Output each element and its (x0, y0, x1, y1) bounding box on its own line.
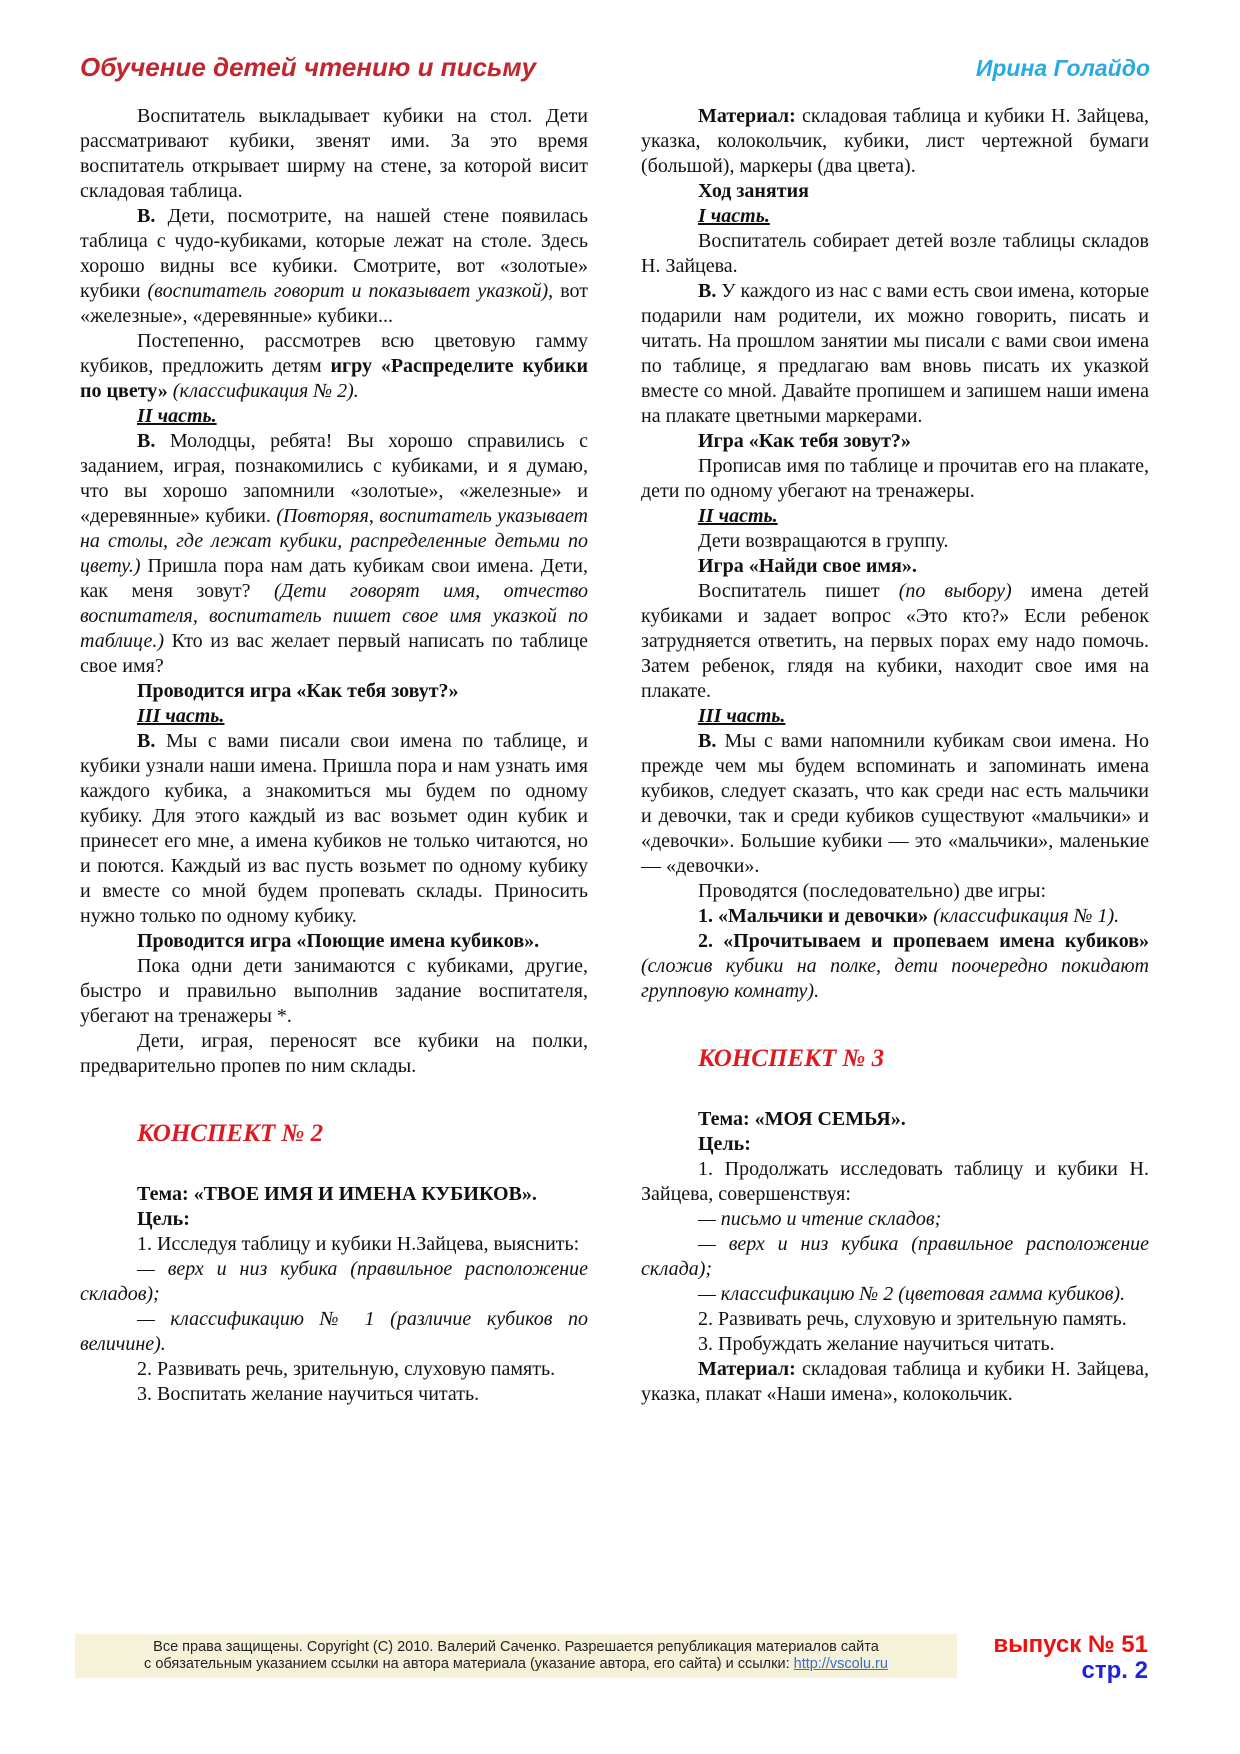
paragraph: Пока одни дети занимаются с кубиками, другие, быстро и правильно выполнив задание воспитателя, убегают на тренажеры *. (80, 955, 588, 1027)
paragraph: — классификацию № 1 (различие кубиков по величине). (80, 1308, 588, 1355)
paragraph: 1. Исследуя таблицу и кубики Н.Зайцева, выяснить: (137, 1233, 580, 1255)
left-column (80, 104, 588, 1407)
chapter-heading: КОНСПЕКТ № 3 (698, 1045, 885, 1072)
paragraph: 2. Развивать речь, слуховую и зрительную память. (698, 1308, 1127, 1330)
two-column-layout (80, 104, 1150, 1407)
page-footer (0, 1632, 1240, 1702)
paragraph: Воспитатель пишет (по выбору) имена детей кубиками и задает вопрос «Это кто?» Если ребенок затрудняется ответить, на первых порах ему надо помочь. Затем ребенок, глядя на кубики, находит свое имя на плакате. (641, 580, 1149, 702)
right-column (641, 104, 1149, 1407)
paragraph: Игра «Как тебя зовут?» (698, 430, 911, 452)
page-header (80, 52, 1150, 88)
paragraph: — письмо и чтение складов; (698, 1208, 942, 1230)
paragraph: Цель: (137, 1208, 190, 1230)
paragraph: Ход занятия (698, 180, 809, 202)
paragraph: Воспитатель собирает детей возле таблицы складов Н. Зайцева. (641, 230, 1149, 277)
paragraph: Воспитатель выкладывает кубики на стол. Дети рассматривают кубики, звенят ими. За это время воспитатель открывает ширму на стене, за которой висит складовая таблица. (80, 105, 588, 202)
part-heading: I часть. (698, 205, 770, 227)
paragraph: — верх и низ кубика (правильное расположение складов); (80, 1258, 588, 1305)
copyright-band (75, 1634, 957, 1678)
author-name: Ирина Голайдо (975, 55, 1150, 81)
paragraph: В. Молодцы, ребята! Вы хорошо справились с заданием, играя, познакомились с кубиками, и я думаю, что вы хорошо запомнили «золотые», «железные» и «деревянные» кубики. (Повторяя, воспитатель указывает на столы, где лежат кубики, распределенные детьми по цвету.) Пришла пора нам дать кубикам свои имена. Дети, как меня зовут? (Дети говорят имя, отчество воспитателя, воспитатель пишет свое имя указкой по таблице.) Кто из вас желает первый написать по таблице свое имя? (80, 430, 588, 677)
copyright-line-1: Все права защищены. Copyright (C) 2010. Валерий Саченко. Разрешается републикация материалов сайта (153, 1639, 879, 1655)
paragraph: 2. Развивать речь, зрительную, слуховую память. (137, 1358, 556, 1380)
paragraph: Дети, играя, переносят все кубики на полки, предварительно пропев по ним склады. (80, 1030, 588, 1077)
part-heading: III часть. (137, 705, 225, 727)
copyright-line-2 (75, 1656, 957, 1673)
page-number: стр. 2 (1081, 1657, 1148, 1684)
copyright-line-2-text: с обязательным указанием ссылки на автора материала (указание автора, его сайта) и ссылки: (144, 1656, 794, 1672)
paragraph: 2. «Прочитываем и пропеваем имена кубиков» (сложив кубики на полке, дети поочередно покидают групповую комнату). (641, 930, 1149, 1002)
paragraph: Дети возвращаются в группу. (698, 530, 949, 552)
paragraph: Тема: «ТВОЕ ИМЯ И ИМЕНА КУБИКОВ». (137, 1183, 537, 1205)
site-link[interactable]: http://vscolu.ru (793, 1656, 888, 1672)
chapter-heading: КОНСПЕКТ № 2 (137, 1120, 324, 1147)
paragraph: 3. Пробуждать желание научиться читать. (698, 1333, 1055, 1355)
paragraph: Материал: складовая таблица и кубики Н. Зайцева, указка, плакат «Наши имена», колокольчик. (641, 1358, 1149, 1405)
part-heading: III часть. (698, 705, 786, 727)
part-heading: II часть. (137, 405, 217, 427)
paragraph: Цель: (698, 1133, 751, 1155)
paragraph: В. Мы с вами писали свои имена по таблице, и кубики узнали наши имена. Пришла пора и нам узнать имя каждого кубика, а знакомиться мы будем по одному кубику. Для этого каждый из вас возьмет один кубик и принесет его мне, а имена кубиков не только читаются, но и поются. Каждый из вас пусть возьмет по одному кубику и вместе со мной будем пропевать склады. Приносить нужно только по одному кубику. (80, 730, 588, 927)
paragraph: В. Дети, посмотрите, на нашей стене появилась таблица с чудо-кубиками, которые лежат на столе. Здесь хорошо видны все кубики. Смотрите, вот «золотые» кубики (воспитатель говорит и показывает указкой), вот «железные», «деревянные» кубики... (80, 205, 588, 327)
paragraph: 3. Воспитать желание научиться читать. (137, 1383, 480, 1405)
issue-block (993, 1632, 1148, 1684)
paragraph: Материал: складовая таблица и кубики Н. Зайцева, указка, колокольчик, кубики, лист чертежной бумаги (большой), маркеры (два цвета). (641, 105, 1149, 177)
paragraph: 1. Продолжать исследовать таблицу и кубики Н. Зайцева, совершенствуя: (641, 1158, 1149, 1205)
part-heading: II часть. (698, 505, 778, 527)
paragraph: Тема: «МОЯ СЕМЬЯ». (698, 1108, 906, 1130)
paragraph: Игра «Найди свое имя». (698, 555, 917, 577)
paragraph: 1. «Мальчики и девочки» (классификация № 1). (698, 905, 1120, 927)
paragraph: В. У каждого из нас с вами есть свои имена, которые подарили нам родители, их можно говорить, писать и читать. На прошлом занятии мы писали с вами свои имена по таблице, я предлагаю вам вновь писать их указкой вместе со мной. Давайте пропишем и запишем наши имена на плакате цветными маркерами. (641, 280, 1149, 427)
paragraph: Проводятся (последовательно) две игры: (698, 880, 1047, 902)
paragraph: — классификацию № 2 (цветовая гамма кубиков). (698, 1283, 1126, 1305)
page-title: Обучение детей чтению и письму (80, 52, 537, 82)
paragraph: — верх и низ кубика (правильное расположение склада); (641, 1233, 1149, 1280)
paragraph: Прописав имя по таблице и прочитав его на плакате, дети по одному убегают на тренажеры. (641, 455, 1149, 502)
paragraph: Проводится игра «Как тебя зовут?» (137, 680, 459, 702)
paragraph: Постепенно, рассмотрев всю цветовую гамму кубиков, предложить детям игру «Распределите кубики по цвету» (классификация № 2). (80, 330, 589, 402)
paragraph: В. Мы с вами напомнили кубикам свои имена. Но прежде чем мы будем вспоминать и запоминать имена кубиков, следует сказать, что как среди нас есть мальчики и девочки, так и среди кубиков существуют «мальчики» и «девочки». Большие кубики — это «мальчики», маленькие — «девочки». (641, 730, 1149, 877)
issue-label: выпуск № 51 (993, 1631, 1148, 1658)
paragraph: Проводится игра «Поющие имена кубиков». (137, 930, 540, 952)
